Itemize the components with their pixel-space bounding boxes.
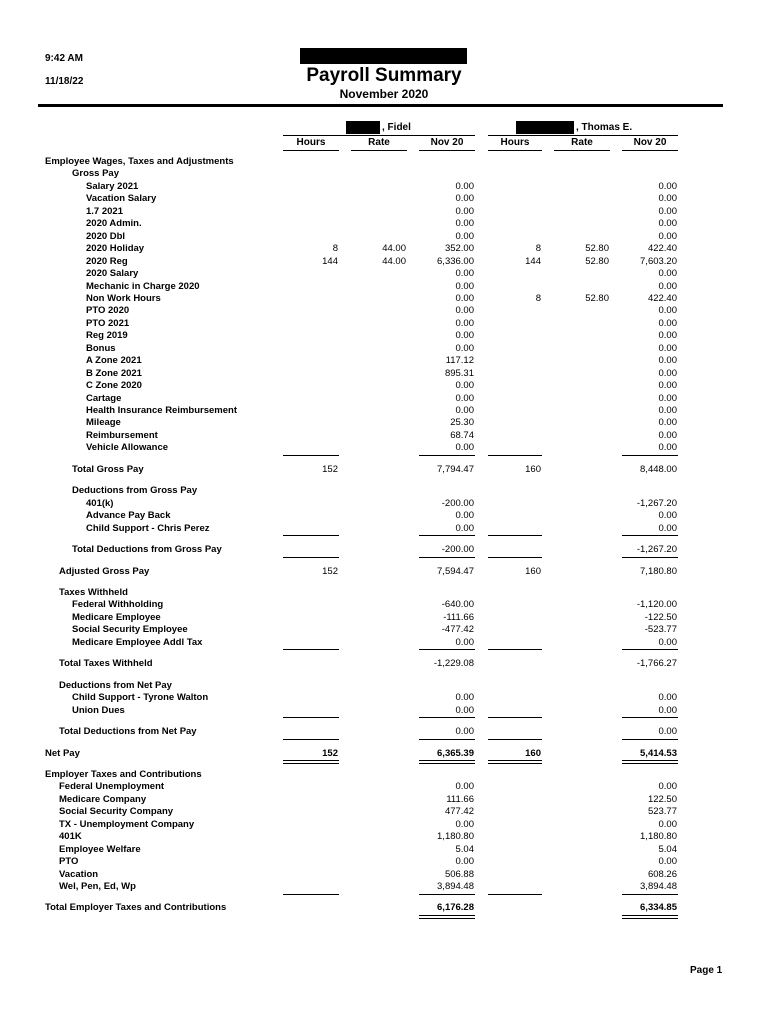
table-row [0, 599, 768, 611]
subtotal-underline [283, 894, 339, 895]
row-value: 0.00 [455, 636, 474, 648]
table-row [0, 168, 768, 180]
row-label: A Zone 2021 [86, 355, 142, 367]
table-row [0, 293, 768, 305]
table-row [0, 637, 768, 649]
row-label: Wel, Pen, Ed, Wp [59, 881, 136, 892]
row-value: 52.80 [585, 292, 609, 304]
subtotal-underline [283, 535, 339, 536]
row-value: 0.00 [658, 305, 677, 317]
table-row [0, 281, 768, 293]
subtotal-underline [622, 649, 678, 650]
row-value: 111.66 [446, 793, 474, 805]
row-value: 8 [535, 243, 541, 255]
double-underline [622, 915, 678, 919]
table-row [0, 869, 768, 881]
table-row [0, 856, 768, 868]
row-label: Adjusted Gross Pay [59, 565, 150, 577]
row-value: 0.00 [455, 205, 474, 217]
row-value: 422.40 [647, 243, 677, 255]
row-label: Salary 2021 [86, 180, 139, 192]
row-label: Bonus [86, 342, 116, 354]
col-period-2-line [622, 150, 678, 151]
table-row [0, 902, 768, 914]
row-value: 422.40 [647, 292, 677, 304]
row-value: 122.50 [647, 793, 677, 805]
row-value: 68.74 [450, 429, 474, 441]
row-value: 352.00 [444, 243, 474, 255]
row-value: -1,267.20 [636, 544, 677, 555]
col-period-1-line [419, 150, 475, 151]
subtotal-underline [419, 535, 475, 536]
row-value: 0.00 [455, 522, 474, 534]
row-value: 608.26 [647, 868, 677, 880]
redacted-surname [516, 121, 574, 134]
row-value: 160 [525, 463, 541, 475]
subtotal-underline [488, 455, 542, 456]
row-label: Employee Wages, Taxes and Adjustments [45, 156, 234, 167]
double-underline [419, 915, 475, 919]
row-value: 0.00 [455, 442, 474, 454]
row-value: 0.00 [658, 218, 677, 230]
row-value: 0.00 [658, 429, 677, 441]
row-value: 0.00 [455, 704, 474, 716]
table-row [0, 587, 768, 599]
row-value: 0.00 [658, 230, 677, 242]
row-label: Mechanic in Charge 2020 [86, 280, 200, 292]
col-rate-1: Rate [368, 137, 390, 148]
table-row [0, 498, 768, 510]
row-value: -200.00 [441, 497, 474, 509]
row-value: -523.77 [644, 624, 677, 636]
subtotal-underline [622, 455, 678, 456]
row-value: 7,794.47 [437, 463, 474, 475]
employee-1-underline [283, 135, 475, 136]
table-row [0, 464, 768, 476]
row-value: -1,229.08 [433, 658, 474, 670]
employee-1-name-text: , Fidel [382, 122, 411, 133]
row-value: -477.42 [441, 624, 474, 636]
subtotal-underline [419, 649, 475, 650]
row-label: Child Support - Chris Perez [86, 522, 210, 534]
table-row [0, 485, 768, 497]
col-period-2: Nov 20 [633, 137, 667, 148]
row-value: 0.00 [455, 180, 474, 192]
row-value: 0.00 [658, 317, 677, 329]
table-row [0, 680, 768, 692]
row-value: 0.00 [455, 317, 474, 329]
row-value: 160 [525, 565, 541, 577]
row-value: 44.00 [382, 243, 406, 255]
report-date: 11/18/22 [45, 76, 84, 87]
table-row [0, 612, 768, 624]
table-row [0, 193, 768, 205]
row-value: 152 [322, 747, 338, 759]
col-hours-2: Hours [500, 137, 530, 148]
table-row [0, 181, 768, 193]
table-row [0, 831, 768, 843]
subtotal-underline [622, 894, 678, 895]
row-value: 0.00 [455, 510, 474, 522]
row-label: Child Support - Tyrone Walton [72, 692, 209, 704]
row-value: 0.00 [455, 230, 474, 242]
subtotal-underline [488, 557, 542, 558]
subtotal-underline [283, 557, 339, 558]
header-divider [38, 104, 723, 107]
row-value: 477.42 [444, 806, 474, 818]
row-value: -1,120.00 [636, 599, 677, 611]
row-label: Net Pay [45, 747, 80, 759]
row-label: Deductions from Net Pay [59, 679, 172, 691]
subtotal-underline [419, 894, 475, 895]
row-label: Total Deductions from Gross Pay [72, 544, 222, 555]
row-label: 2020 Reg [86, 255, 128, 267]
double-underline [283, 760, 339, 764]
row-label: 2020 Salary [86, 268, 139, 279]
table-row [0, 748, 768, 760]
row-label: Social Security Company [59, 806, 174, 818]
row-value: 0.00 [658, 818, 677, 830]
table-row [0, 256, 768, 268]
table-row [0, 692, 768, 704]
row-value: 3,894.48 [640, 881, 677, 892]
subtotal-underline [283, 455, 339, 456]
row-label: Medicare Employee Addl Tax [72, 636, 203, 648]
row-value: 0.00 [455, 218, 474, 230]
row-value: 0.00 [658, 342, 677, 354]
row-value: 895.31 [444, 367, 474, 379]
row-value: 0.00 [455, 692, 474, 704]
employee-2-underline [488, 135, 678, 136]
row-label: Medicare Employee [72, 611, 161, 623]
row-value: 0.00 [658, 442, 677, 454]
subtotal-underline [283, 649, 339, 650]
row-value: 0.00 [658, 193, 677, 205]
row-label: Union Dues [72, 704, 125, 716]
row-label: Reg 2019 [86, 330, 128, 342]
row-value: 0.00 [658, 268, 677, 279]
row-label: Deductions from Gross Pay [72, 485, 198, 497]
col-hours-2-line [488, 150, 542, 151]
double-underline [622, 760, 678, 764]
row-value: 0.00 [658, 367, 677, 379]
row-label: Total Employer Taxes and Contributions [45, 902, 227, 914]
table-row [0, 781, 768, 793]
subtotal-underline [488, 649, 542, 650]
row-value: 52.80 [585, 255, 609, 267]
row-label: Total Taxes Withheld [59, 658, 153, 670]
row-label: Gross Pay [72, 168, 119, 180]
table-row [0, 318, 768, 330]
report-time: 9:42 AM [45, 53, 83, 64]
row-label: C Zone 2020 [86, 380, 142, 392]
row-value: 160 [525, 747, 541, 759]
row-value: 7,180.80 [640, 565, 677, 577]
subtotal-underline [283, 717, 339, 718]
row-value: 0.00 [455, 305, 474, 317]
col-hours-1-line [283, 150, 339, 151]
double-underline [488, 760, 542, 764]
subtotal-underline [488, 739, 542, 740]
row-value: 0.00 [658, 417, 677, 429]
row-value: 506.88 [444, 868, 474, 880]
row-value: 152 [322, 565, 338, 577]
row-value: 117.12 [445, 355, 474, 367]
row-value: 7,594.47 [437, 565, 474, 577]
table-row [0, 566, 768, 578]
report-period: November 2020 [339, 87, 429, 101]
double-underline [419, 760, 475, 764]
row-value: 0.00 [455, 856, 474, 868]
row-value: 0.00 [455, 781, 474, 793]
row-label: 2020 Admin. [86, 218, 142, 230]
subtotal-underline [488, 717, 542, 718]
row-label: Non Work Hours [86, 292, 161, 304]
report-title: Payroll Summary [306, 65, 462, 86]
table-row [0, 658, 768, 670]
table-row [0, 243, 768, 255]
row-value: -1,267.20 [636, 497, 677, 509]
table-row [0, 218, 768, 230]
row-value: 5,414.53 [640, 747, 677, 759]
subtotal-underline [622, 717, 678, 718]
redacted-surname [346, 121, 380, 134]
row-label: Social Security Employee [72, 624, 188, 636]
table-row [0, 769, 768, 781]
subtotal-underline [488, 535, 542, 536]
table-row [0, 206, 768, 218]
row-value: 0.00 [455, 193, 474, 205]
row-value: 0.00 [455, 280, 474, 292]
row-value: 0.00 [455, 292, 474, 304]
row-value: 152 [322, 463, 338, 475]
row-label: 401K [59, 831, 82, 843]
row-value: -111.66 [443, 611, 474, 623]
row-value: 0.00 [658, 205, 677, 217]
table-row [0, 881, 768, 893]
row-label: Vacation [59, 868, 99, 880]
row-label: PTO 2021 [86, 317, 130, 329]
table-row [0, 442, 768, 454]
table-row [0, 405, 768, 417]
row-label: Taxes Withheld [59, 586, 128, 598]
row-value: 0.00 [455, 330, 474, 342]
subtotal-underline [419, 557, 475, 558]
row-label: Health Insurance Reimbursement [86, 405, 237, 416]
row-label: Reimbursement [86, 429, 158, 441]
row-value: -122.50 [644, 611, 677, 623]
subtotal-underline [283, 739, 339, 740]
table-row [0, 380, 768, 392]
col-rate-2: Rate [571, 137, 593, 148]
col-rate-1-line [351, 150, 407, 151]
row-label: PTO 2020 [86, 305, 130, 317]
row-label: Employer Taxes and Contributions [45, 768, 202, 780]
row-label: Advance Pay Back [86, 510, 171, 522]
row-label: Mileage [86, 417, 121, 429]
row-label: Federal Unemployment [59, 781, 165, 793]
row-label: Medicare Company [59, 793, 147, 805]
page-number: Page 1 [690, 965, 723, 976]
row-value: 0.00 [658, 180, 677, 192]
row-value: 0.00 [658, 355, 677, 367]
row-value: 25.30 [450, 417, 474, 429]
row-value: 6,334.85 [640, 902, 677, 914]
table-row [0, 368, 768, 380]
row-value: 0.00 [658, 280, 677, 292]
row-value: 6,336.00 [437, 255, 474, 267]
row-label: 401(k) [86, 497, 114, 509]
row-value: 6,176.28 [437, 902, 474, 914]
row-value: 0.00 [658, 330, 677, 342]
row-value: 1,180.80 [437, 831, 474, 843]
row-value: 7,603.20 [640, 255, 677, 267]
table-row [0, 510, 768, 522]
row-label: Cartage [86, 392, 122, 404]
table-row [0, 523, 768, 535]
row-value: 3,894.48 [437, 881, 474, 892]
row-value: 0.00 [455, 342, 474, 354]
row-value: 0.00 [455, 392, 474, 404]
row-label: Employee Welfare [59, 843, 141, 855]
subtotal-underline [622, 557, 678, 558]
row-value: -200.00 [441, 544, 474, 555]
row-value: 0.00 [455, 818, 474, 830]
row-value: 0.00 [658, 636, 677, 648]
row-value: 0.00 [455, 726, 474, 737]
table-row [0, 624, 768, 636]
row-label: 1.7 2021 [86, 205, 123, 217]
row-value: 0.00 [658, 392, 677, 404]
row-value: 44.00 [382, 255, 406, 267]
row-value: 0.00 [658, 380, 677, 392]
table-row [0, 726, 768, 738]
table-row [0, 705, 768, 717]
table-row [0, 393, 768, 405]
row-value: -640.00 [441, 599, 474, 611]
row-value: 0.00 [658, 510, 677, 522]
row-label: PTO [59, 856, 79, 868]
row-label: Total Deductions from Net Pay [59, 726, 197, 737]
table-row [0, 355, 768, 367]
row-value: -1,766.27 [636, 658, 677, 670]
row-value: 144 [525, 255, 541, 267]
subtotal-underline [419, 717, 475, 718]
table-row [0, 417, 768, 429]
subtotal-underline [488, 894, 542, 895]
subtotal-underline [419, 455, 475, 456]
col-rate-2-line [554, 150, 610, 151]
row-value: 0.00 [455, 268, 474, 279]
row-value: 52.80 [585, 243, 609, 255]
table-row [0, 819, 768, 831]
subtotal-underline [622, 535, 678, 536]
col-hours-1: Hours [296, 137, 326, 148]
subtotal-underline [622, 739, 678, 740]
row-label: Vehicle Allowance [86, 442, 169, 454]
row-value: 0.00 [658, 692, 677, 704]
row-value: 0.00 [658, 405, 677, 416]
table-row [0, 343, 768, 355]
table-row [0, 544, 768, 556]
table-row [0, 806, 768, 818]
row-label: 2020 Holiday [86, 243, 145, 255]
row-value: 0.00 [658, 522, 677, 534]
row-value: 0.00 [658, 781, 677, 793]
employee-2-name [516, 121, 632, 134]
row-value: 8,448.00 [640, 463, 677, 475]
table-row [0, 330, 768, 342]
employee-2-name-text: , Thomas E. [576, 122, 633, 133]
table-row [0, 156, 768, 168]
table-row [0, 430, 768, 442]
row-value: 0.00 [455, 405, 474, 416]
row-value: 0.00 [455, 380, 474, 392]
table-row [0, 844, 768, 856]
row-value: 0.00 [658, 704, 677, 716]
redacted-company-name [300, 48, 467, 64]
subtotal-underline [419, 739, 475, 740]
row-value: 144 [322, 255, 338, 267]
table-row [0, 794, 768, 806]
row-value: 5.04 [658, 843, 677, 855]
row-label: B Zone 2021 [86, 367, 142, 379]
row-value: 0.00 [658, 726, 677, 737]
row-value: 6,365.39 [437, 747, 474, 759]
row-label: TX - Unemployment Company [59, 818, 195, 830]
row-value: 0.00 [658, 856, 677, 868]
row-value: 1,180.80 [640, 831, 677, 843]
employee-1-name [346, 121, 411, 134]
row-label: Federal Withholding [72, 599, 164, 611]
row-label: Vacation Salary [86, 193, 157, 205]
table-row [0, 231, 768, 243]
row-value: 8 [535, 292, 541, 304]
row-label: 2020 Dbl [86, 230, 126, 242]
row-value: 8 [332, 243, 338, 255]
row-value: 5.04 [455, 843, 474, 855]
table-row [0, 268, 768, 280]
col-period-1: Nov 20 [430, 137, 464, 148]
table-row [0, 305, 768, 317]
row-label: Total Gross Pay [72, 463, 144, 475]
row-value: 523.77 [647, 806, 677, 818]
